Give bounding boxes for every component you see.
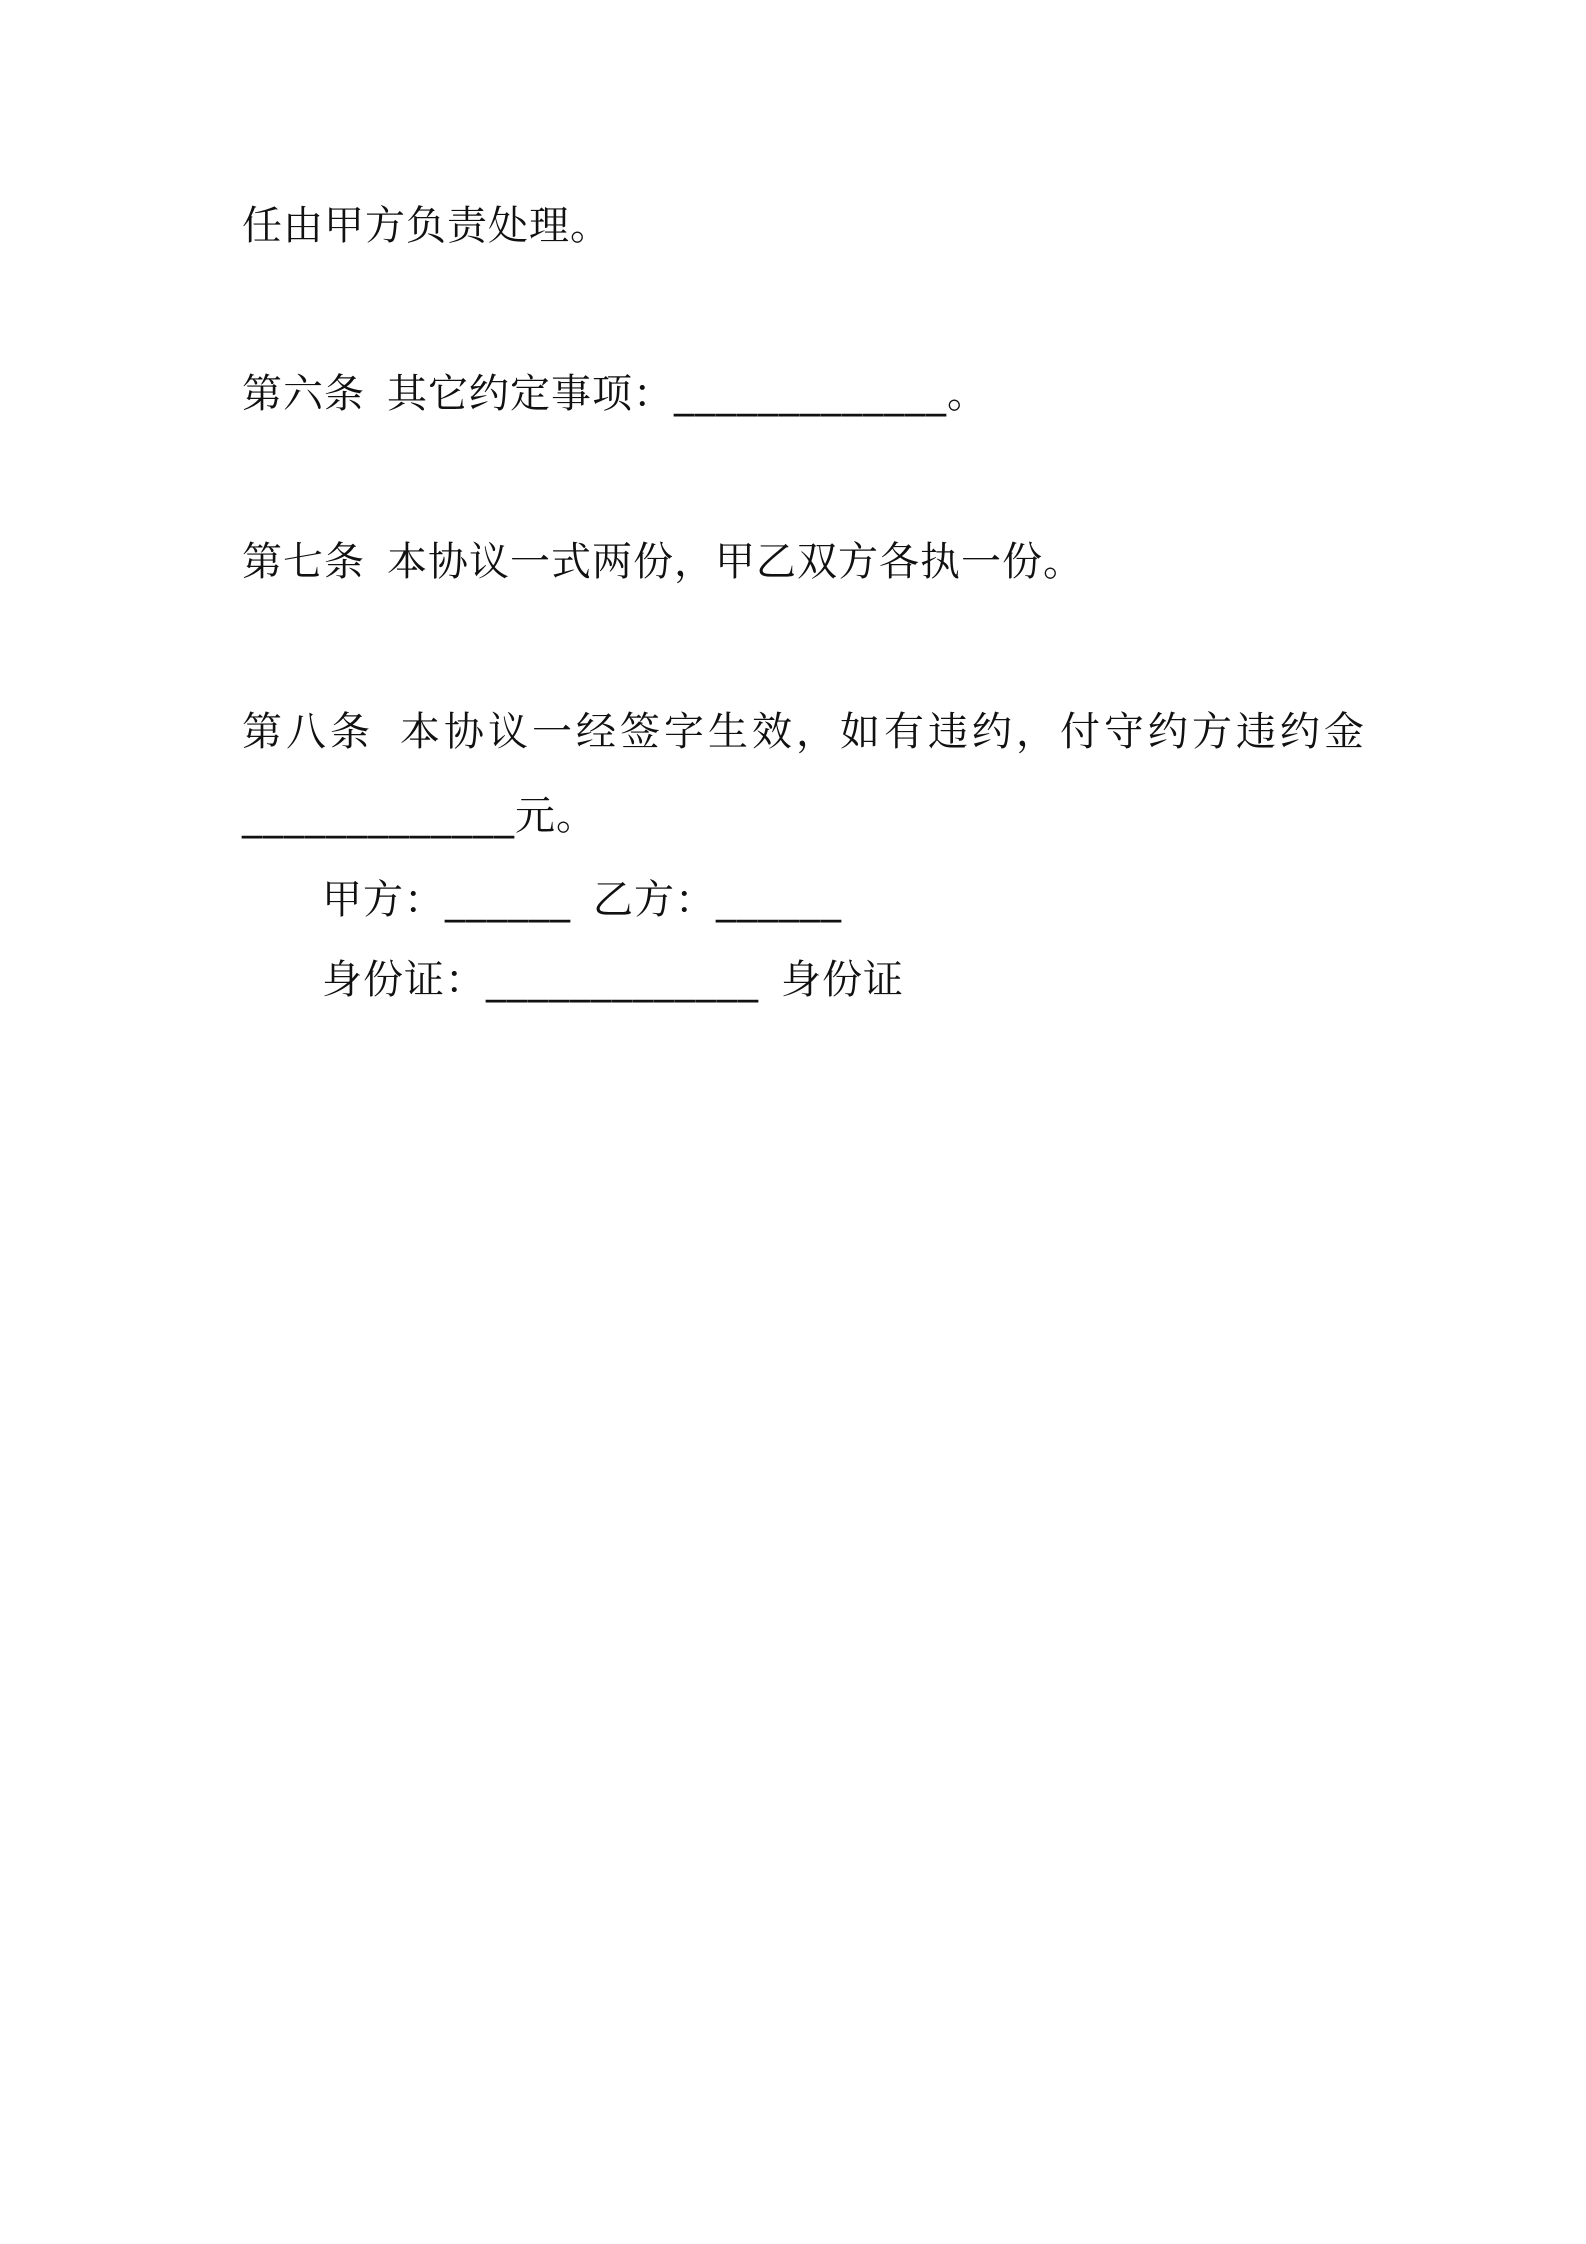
article-8: [242, 706, 1368, 758]
article-8-text: 本协议一经签字生效，如有违约，付守约方违约金: [400, 709, 1368, 755]
article-6-text: 其它约定事项：_____________。: [387, 371, 988, 417]
party-b-field: 乙方：______: [593, 877, 842, 923]
id-a-field: 身份证：_____________: [322, 957, 759, 1003]
article-8-label: 第八条: [242, 709, 374, 755]
article-7: [242, 536, 1084, 588]
signature-ids: [322, 954, 904, 1006]
article-6: [242, 368, 988, 420]
party-a-field: 甲方：______: [322, 877, 571, 923]
id-b-field: 身份证: [781, 957, 904, 1003]
article-7-label: 第七条: [242, 539, 365, 585]
article-6-label: 第六条: [242, 371, 365, 417]
continuation-text: 任由甲方负责处理。: [242, 203, 611, 249]
paragraph-continuation: [242, 200, 611, 252]
article-7-text: 本协议一式两份，甲乙双方各执一份。: [387, 539, 1084, 585]
article-8-continuation-text: _____________元。: [242, 793, 597, 839]
signature-parties: [322, 874, 842, 926]
article-8-continuation: [242, 790, 597, 842]
